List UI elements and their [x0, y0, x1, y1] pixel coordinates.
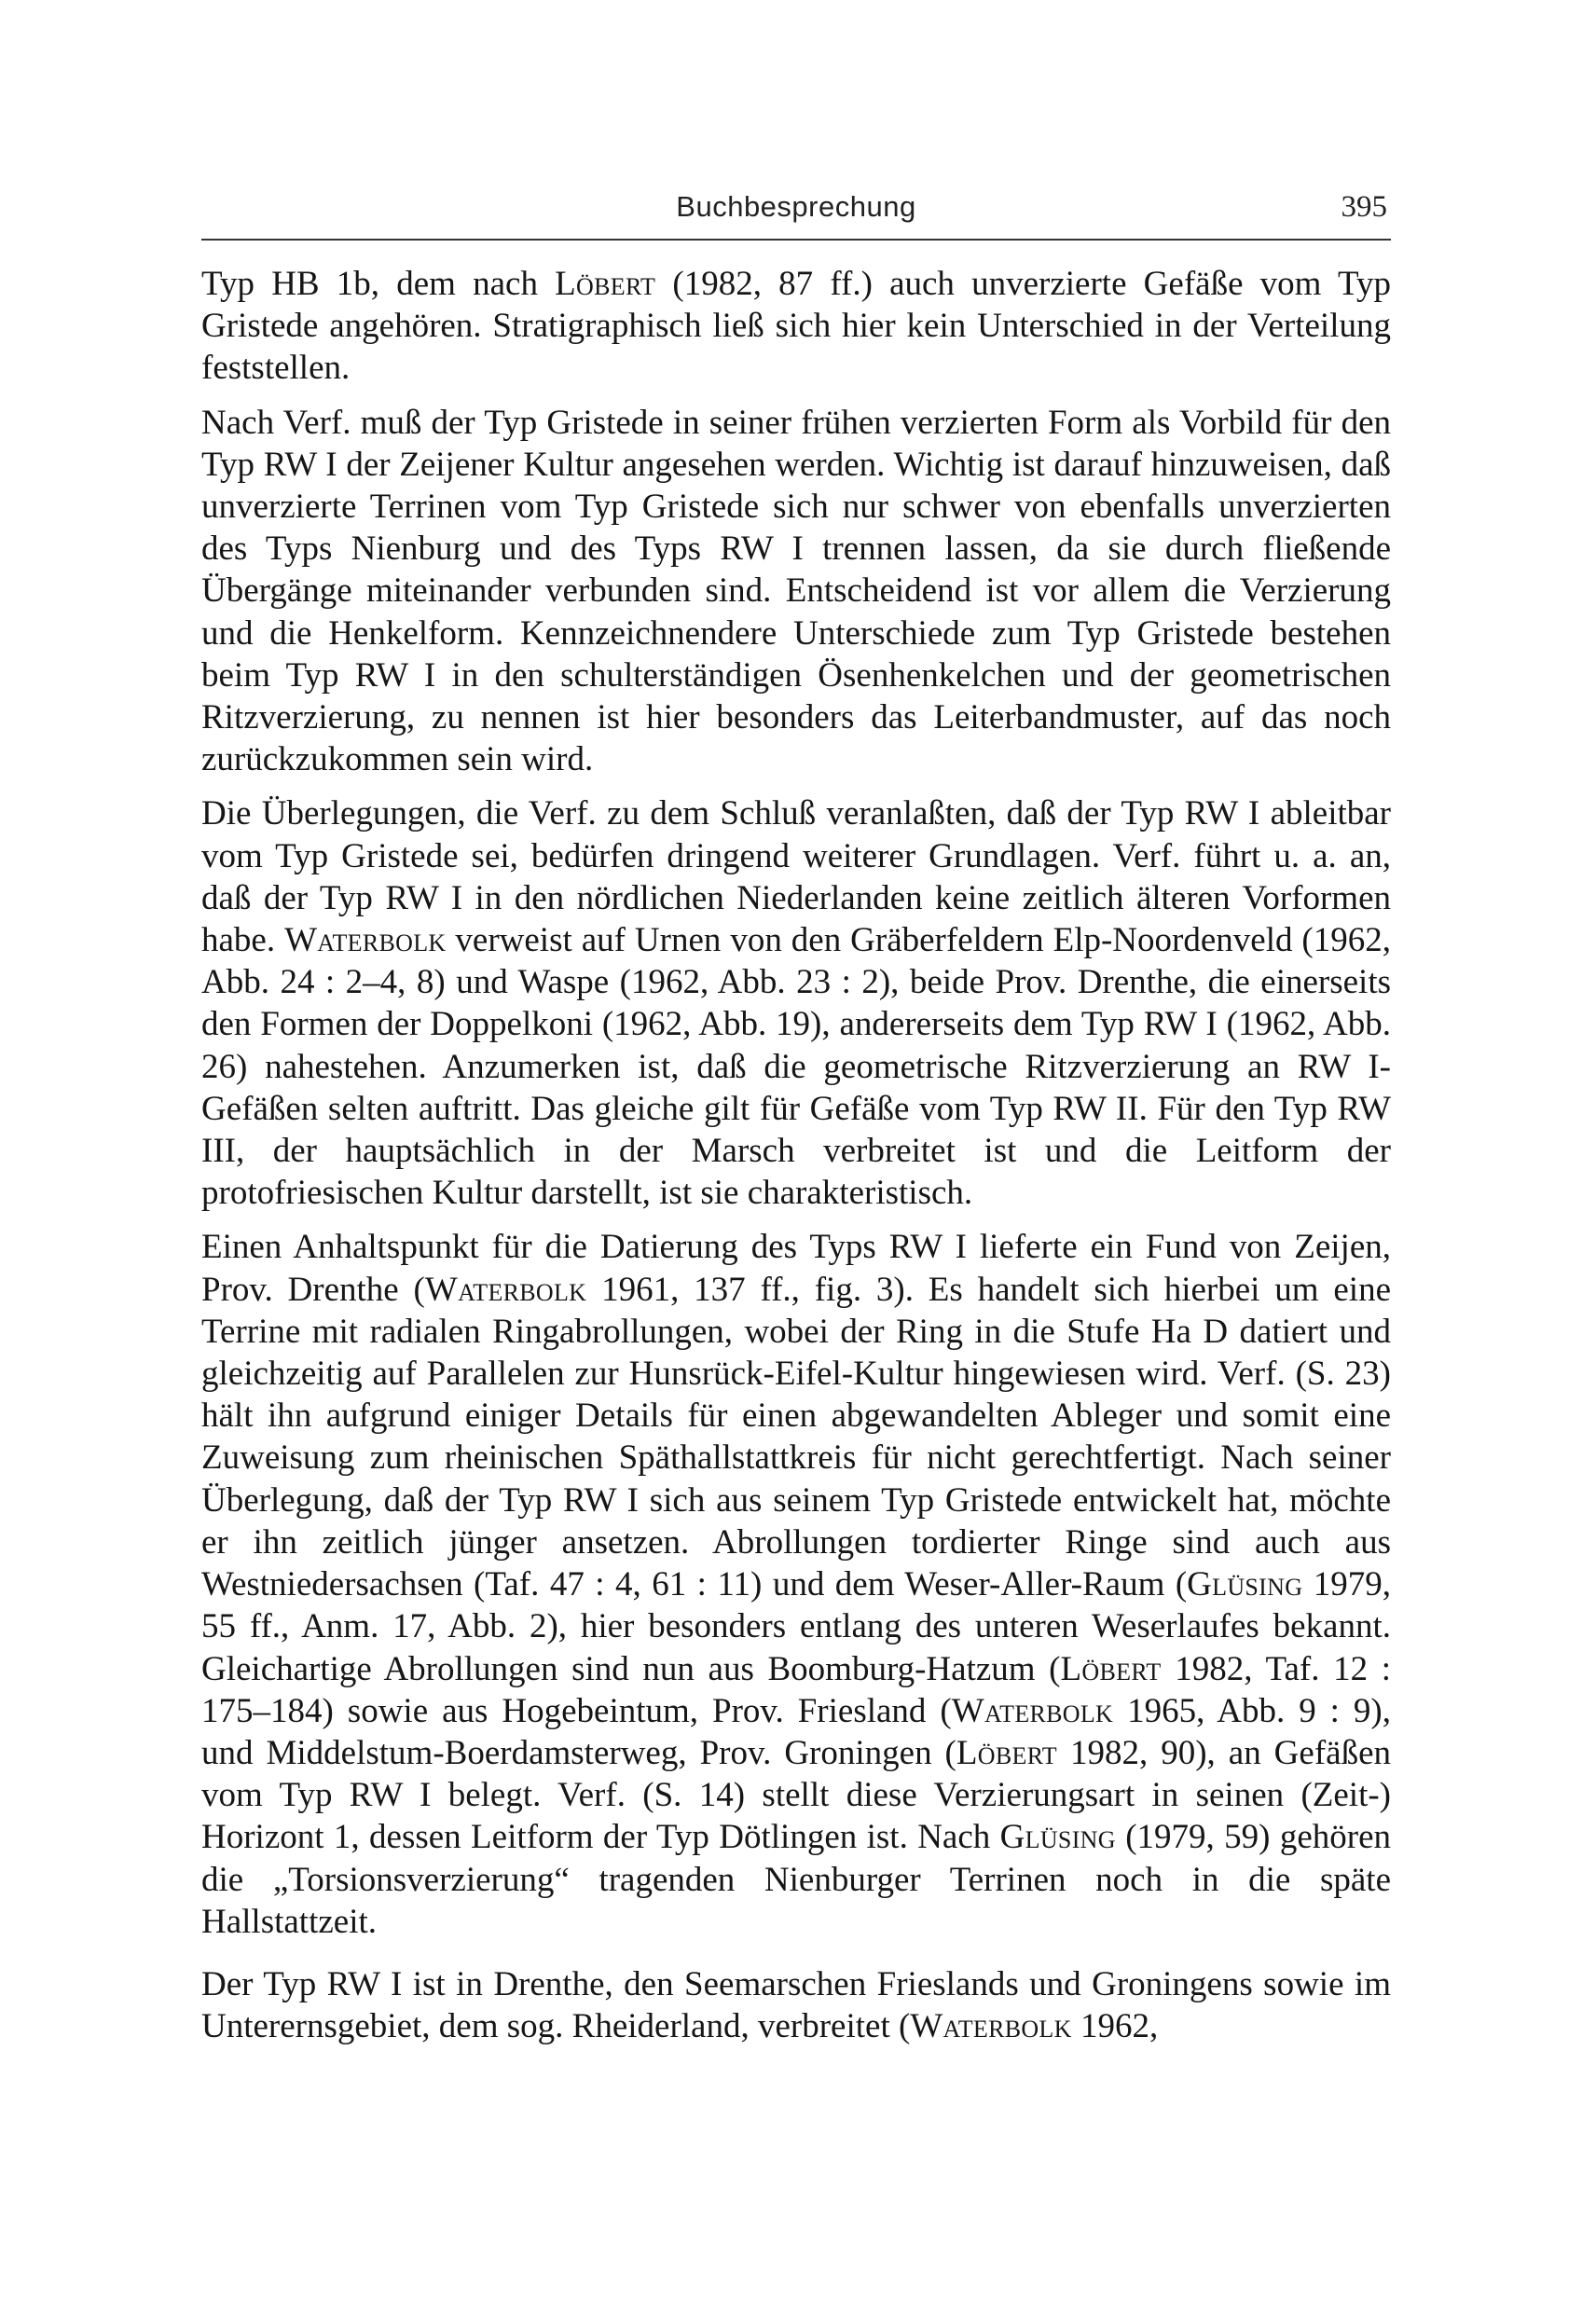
text-run: Typ HB 1b, dem nach: [201, 265, 556, 303]
author-name: Waterbolk: [424, 1270, 587, 1309]
author-name: Waterbolk: [284, 921, 447, 960]
author-name: Waterbolk: [951, 1691, 1114, 1730]
paragraph: [201, 1963, 1391, 2047]
paragraph: [201, 402, 1391, 781]
author-name: Glüsing: [999, 1818, 1116, 1857]
body-text: [201, 263, 1391, 2059]
paragraph: [201, 792, 1391, 1214]
text-run: 1961, 137 ff., fig. 3). Es handelt sich hierbei um eine Terrine mit radialen Ringabrollungen, wobei der Ring in die Stufe Ha D datiert und gleichzeitig auf Parallelen zur Hunsrück-Eifel-Kultur hingewiesen wird. Verf. (S. 23) hält ihn aufgrund einiger Details für einen abgewandelten Ableger und somit eine Zuweisung zum rheinischen Späthallstattkreis für nicht gerechtfertigt. Nach seiner Überlegung, daß der Typ RW I sich aus seinem Typ Gristede entwickelt hat, möchte er ihn zeitlich jünger ansetzen. Abrollungen tordierter Ringe sind auch aus Westniedersachsen (Taf. 47 : 4, 61 : 11) und dem Weser-Aller-Raum (: [201, 1270, 1391, 1604]
header-rule: [201, 239, 1391, 241]
text-run: Die Überlegungen, die Verf. zu dem Schluß veranlaßten, daß der Typ RW I ableitbar vom Typ Gristede sei, bedürfen dringend weiterer Grundlagen. Verf. führt u. a. an, daß der Typ RW I in den nördlichen Niederlanden keine zeitlich älteren Vorformen habe.: [201, 794, 1391, 960]
author-name: Glüsing: [1187, 1565, 1303, 1604]
text-run: Nach Verf. muß der Typ Gristede in seiner frühen verzierten Form als Vorbild für den Typ RW I der Zeijener Kultur angesehen werden. Wichtig ist darauf hinzuweisen, daß unverzierte Terrinen vom Typ Gristede sich nur schwer von ebenfalls unverzierten des Typs Nienburg und des Typs RW I trennen lassen, da sie durch fließende Übergänge miteinander verbunden sind. Entscheidend ist vor allem die Verzierung und die Henkelform. Kennzeichnendere Unterschiede zum Typ Gristede bestehen beim Typ RW I in den schulterständigen Ösenhenkelchen und der geometrischen Ritzverzierung, zu nennen ist hier besonders das Leiterbandmuster, auf das noch zurückzukommen sein wird.: [201, 403, 1391, 779]
paragraph: [201, 263, 1391, 390]
text-run: Einen Anhaltspunkt für die Datierung des Typs RW I lieferte ein Fund von Zeijen, Prov. Drenthe (: [201, 1228, 1391, 1309]
text-run: 1979, 55 ff., Anm. 17, Abb. 2), hier besonders entlang des unteren Weserlaufes bekannt. Gleichartige Abrollungen sind nun aus Boomburg-Hatzum (: [201, 1565, 1392, 1688]
author-name: Löbert: [956, 1733, 1057, 1772]
text-run: (1982, 87 ff.) auch unverzierte Gefäße vom Typ Gristede angehören. Stratigraphisch ließ sich hier kein Unterschied in der Verteilung feststellen.: [201, 265, 1391, 388]
text-run: 1982, Taf. 12 : 175–184) sowie aus Hogebeintum, Prov. Friesland (: [201, 1649, 1391, 1730]
author-name: Löbert: [1060, 1649, 1162, 1688]
text-run: (1979, 59) gehören die „Torsionsverzierung“ tragenden Nienburger Terrinen noch in die späte Hallstattzeit.: [201, 1818, 1391, 1941]
text-run: Der Typ RW I ist in Drenthe, den Seemarschen Frieslands und Groningens sowie im Unterernsgebiet, dem sog. Rheiderland, verbreitet (: [201, 1964, 1391, 2046]
running-title: Buchbesprechung: [676, 190, 916, 223]
author-name: Waterbolk: [910, 2007, 1072, 2046]
text-run: 1982, 90), an Gefäßen vom Typ RW I belegt. Verf. (S. 14) stellt diese Verzierungsart in seinen (Zeit-) Horizont 1, dessen Leitform der Typ Dötlingen ist. Nach: [201, 1733, 1391, 1857]
text-run: verweist auf Urnen von den Gräberfeldern Elp-Noordenveld (1962, Abb. 24 : 2–4, 8) und Waspe (1962, Abb. 23 : 2), beide Prov. Drenthe, die einerseits den Formen der Doppelkoni (1962, Abb. 19), andererseits dem Typ RW I (1962, Abb. 26) nahestehen. Anzumerken ist, daß die geometrische Ritzverzierung an RW I-Gefäßen selten auftritt. Das gleiche gilt für Gefäße vom Typ RW II. Für den Typ RW III, der hauptsächlich in der Marsch verbreitet ist und die Leitform der protofriesischen Kultur darstellt, ist sie charakteristisch.: [201, 921, 1391, 1213]
running-head: [201, 190, 1391, 235]
paragraph: [201, 1226, 1391, 1942]
page-number: 395: [1341, 190, 1387, 224]
text-run: 1962,: [1071, 2007, 1159, 2046]
text-run: 1965, Abb. 9 : 9), und Middelstum-Boerdamsterweg, Prov. Groningen (: [201, 1691, 1392, 1772]
author-name: Löbert: [555, 265, 656, 303]
